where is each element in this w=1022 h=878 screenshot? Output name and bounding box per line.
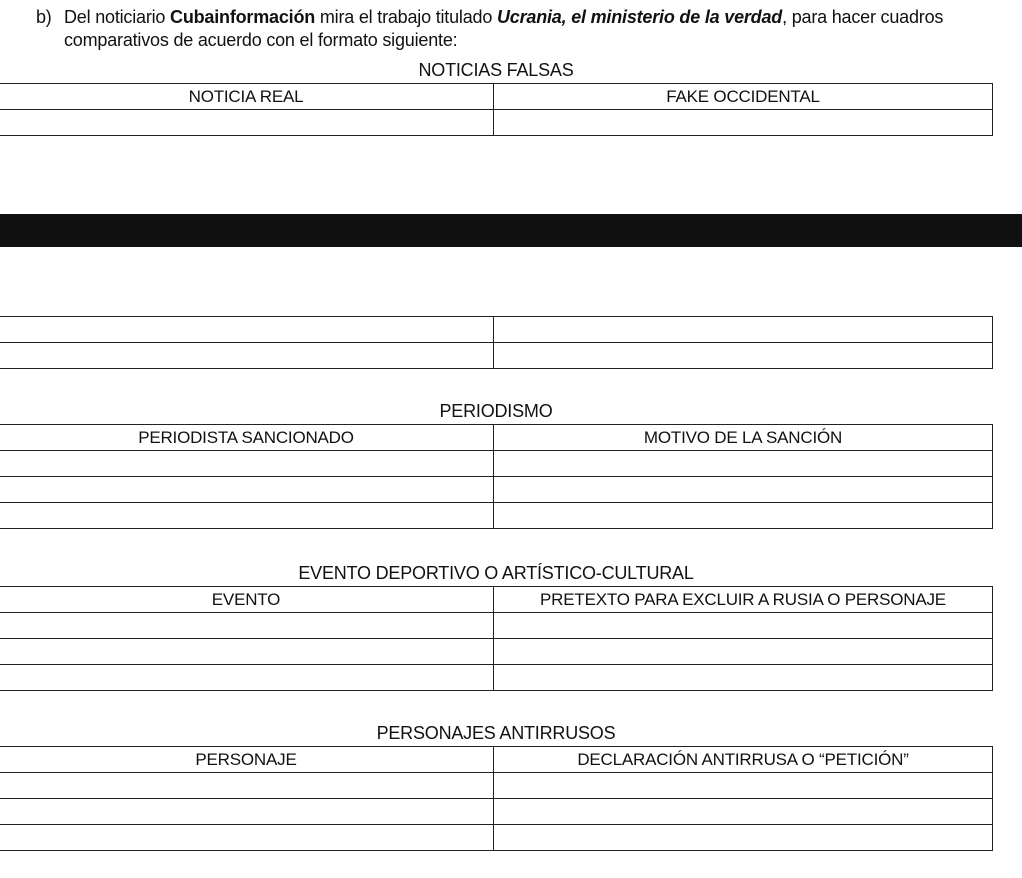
table-cell[interactable] [494,773,993,799]
table-row [0,613,993,639]
journalism-table [0,424,992,529]
instruction-line-2: comparativos de acuerdo con el formato siguiente: [64,30,458,50]
events-title: EVENTO DEPORTIVO O ARTÍSTICO-CULTURAL [298,563,694,583]
header-statement: DECLARACIÓN ANTIRRUSA O “PETICIÓN” [494,747,993,773]
table-cell[interactable] [0,613,494,639]
header-real-news: NOTICIA REAL [0,84,494,110]
table-row [0,773,993,799]
table-row [0,825,993,851]
table-row [0,477,993,503]
table-cell[interactable] [0,451,494,477]
table-cell[interactable] [494,825,993,851]
header-sanction-reason: MOTIVO DE LA SANCIÓN [494,425,993,451]
table-cell[interactable] [0,477,494,503]
work-title: Ucrania, el ministerio de la verdad [496,7,783,27]
instruction-text-before: Del noticiario [64,7,171,27]
table-cell[interactable] [494,110,993,136]
table-cell[interactable] [0,773,494,799]
list-marker: b) [36,7,52,27]
events-table [0,586,992,691]
table-cell[interactable] [494,665,993,691]
table-cell[interactable] [0,799,494,825]
header-sanctioned-journalist: PERIODISTA SANCIONADO [0,425,494,451]
table-cell[interactable] [0,317,494,343]
table-cell[interactable] [494,799,993,825]
table-cell[interactable] [494,343,993,369]
characters-title: PERSONAJES ANTIRRUSOS [376,723,616,743]
table-cell[interactable] [494,503,993,529]
table-header-row [0,747,993,773]
header-western-fake: FAKE OCCIDENTAL [494,84,993,110]
instruction-text-after: , para hacer cuadros [782,7,944,27]
table-row [0,665,993,691]
table-cell[interactable] [494,317,993,343]
header-event: EVENTO [0,587,494,613]
header-character: PERSONAJE [0,747,494,773]
table-cell[interactable] [494,451,993,477]
characters-table [0,746,992,851]
table-row [0,343,993,369]
table-cell[interactable] [0,503,494,529]
table-cell[interactable] [494,613,993,639]
header-exclusion-pretext: PRETEXTO PARA EXCLUIR A RUSIA O PERSONAJE [494,587,993,613]
table-row [0,110,993,136]
table-cell[interactable] [0,639,494,665]
table-row [0,799,993,825]
fake-news-title: NOTICIAS FALSAS [418,60,574,80]
table-cell[interactable] [0,665,494,691]
fake-news-table-continued [0,316,992,369]
instruction-paragraph [36,6,1006,52]
table-cell[interactable] [0,825,494,851]
table-cell[interactable] [0,343,494,369]
table-header-row [0,587,993,613]
redaction-bar [0,214,1022,247]
table-row [0,639,993,665]
table-cell[interactable] [494,639,993,665]
table-header-row [0,84,993,110]
instruction-text-middle: mira el trabajo titulado [315,7,497,27]
table-header-row [0,425,993,451]
table-cell[interactable] [494,477,993,503]
table-cell[interactable] [0,110,494,136]
fake-news-table-top [0,83,992,136]
source-name: Cubainformación [170,7,316,27]
table-row [0,503,993,529]
table-row [0,317,993,343]
table-row [0,451,993,477]
instruction-line-1 [36,6,1006,29]
journalism-title: PERIODISMO [439,401,553,421]
